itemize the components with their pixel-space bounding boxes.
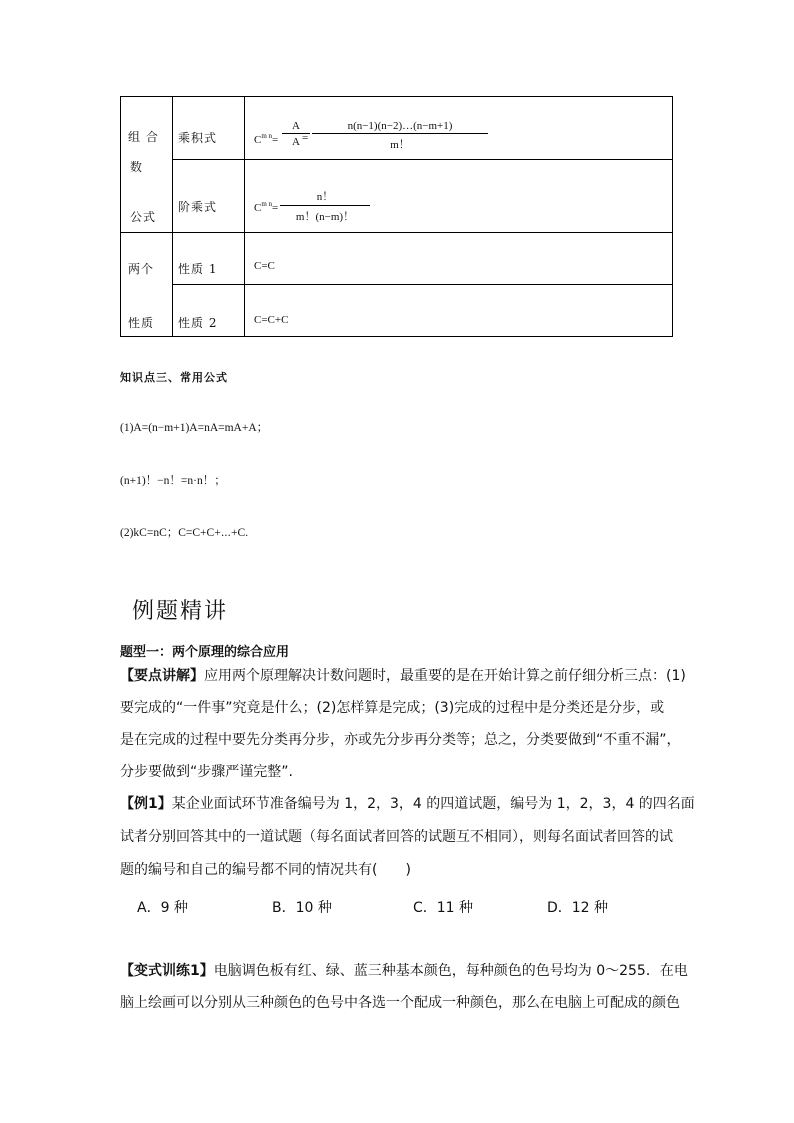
option-c: C．11 种 bbox=[413, 900, 474, 916]
section-heading: 知识点三、常用公式 bbox=[120, 371, 228, 384]
key-points-line-1: 【要点讲解】应用两个原理解决计数问题时，最重要的是在开始计算之前仔细分析三点：(1) bbox=[120, 668, 686, 684]
properties-label-1: 两个 bbox=[128, 262, 155, 276]
factorial-form-label: 阶乘式 bbox=[178, 200, 218, 214]
option-b: B．10 种 bbox=[272, 900, 332, 916]
formula-2: (n+1)！−n！=n·n！； bbox=[120, 475, 226, 487]
variant-1-line-2: 脑上绘画可以分别从三种颜色的色号中各选一个配成一种颜色，那么在电脑上可配成的颜色 bbox=[120, 995, 680, 1011]
product-form-label: 乘积式 bbox=[178, 131, 218, 145]
option-a: A．9 种 bbox=[137, 900, 188, 916]
properties-label-2: 性质 bbox=[128, 316, 155, 330]
property-2-formula: C=C+C bbox=[254, 314, 289, 326]
combination-formula-table: 组 合 数 公式 两个 性质 乘积式 阶乘式 性质 1 性质 2 $C^{m n}=$ A A = n(n−1)(n−2)…(n−m+1) m！ $C^{m n}=$ n！ m！(n−m)！ C=C C=C+C bbox=[120, 96, 673, 337]
property-1-label: 性质 1 bbox=[178, 262, 218, 276]
variant-1-line-1: 【变式训练1】电脑调色板有红、绿、蓝三种基本颜色，每种颜色的色号均为 0～255．在电 bbox=[120, 963, 688, 979]
factorial-formula-lhs: $C^{m n}=$ bbox=[254, 200, 279, 214]
formula-1: (1)A=(n−m+1)A=nA=mA+A； bbox=[120, 422, 269, 434]
type-heading: 题型一：两个原理的综合应用 bbox=[120, 645, 290, 660]
example-1-line-1: 【例1】某企业面试环节准备编号为 1，2，3，4 的四道试题，编号为 1，2，3，4 的四名面 bbox=[120, 796, 695, 812]
product-fraction-2: n(n−1)(n−2)…(n−m+1) m！ bbox=[312, 120, 488, 152]
example-1-line-2: 试者分别回答其中的一道试题（每名面试者回答的试题互不相同），则每名面试者回答的试 bbox=[120, 829, 673, 845]
product-formula-lhs: $C^{m n}=$ bbox=[254, 132, 279, 146]
key-points-line-2: 要完成的“一件事”究竟是什么；(2)怎样算是完成；(3)完成的过程中是分类还是分步，或 bbox=[120, 700, 665, 716]
combination-label-3: 公式 bbox=[130, 210, 157, 224]
option-d: D．12 种 bbox=[547, 900, 609, 916]
formula-3: (2)kC=nC；C=C+C+⋯+C. bbox=[120, 527, 249, 539]
combination-label-2: 数 bbox=[130, 160, 144, 174]
example-1-line-3: 题的编号和自己的编号都不同的情况共有( ) bbox=[120, 862, 411, 878]
product-fraction-1: A A bbox=[282, 120, 310, 148]
page-title: 例题精讲 bbox=[132, 599, 229, 624]
property-1-formula: C=C bbox=[254, 260, 275, 272]
key-points-line-3: 是在完成的过程中要先分类再分步，亦或先分步再分类等；总之，分类要做到“不重不漏”， bbox=[120, 732, 681, 748]
combination-label-1: 组 合 bbox=[128, 130, 159, 144]
property-2-label: 性质 2 bbox=[178, 316, 218, 330]
key-points-line-4: 分步要做到“步骤严谨完整”. bbox=[120, 764, 293, 780]
factorial-fraction: n！ m！(n−m)！ bbox=[280, 188, 370, 224]
